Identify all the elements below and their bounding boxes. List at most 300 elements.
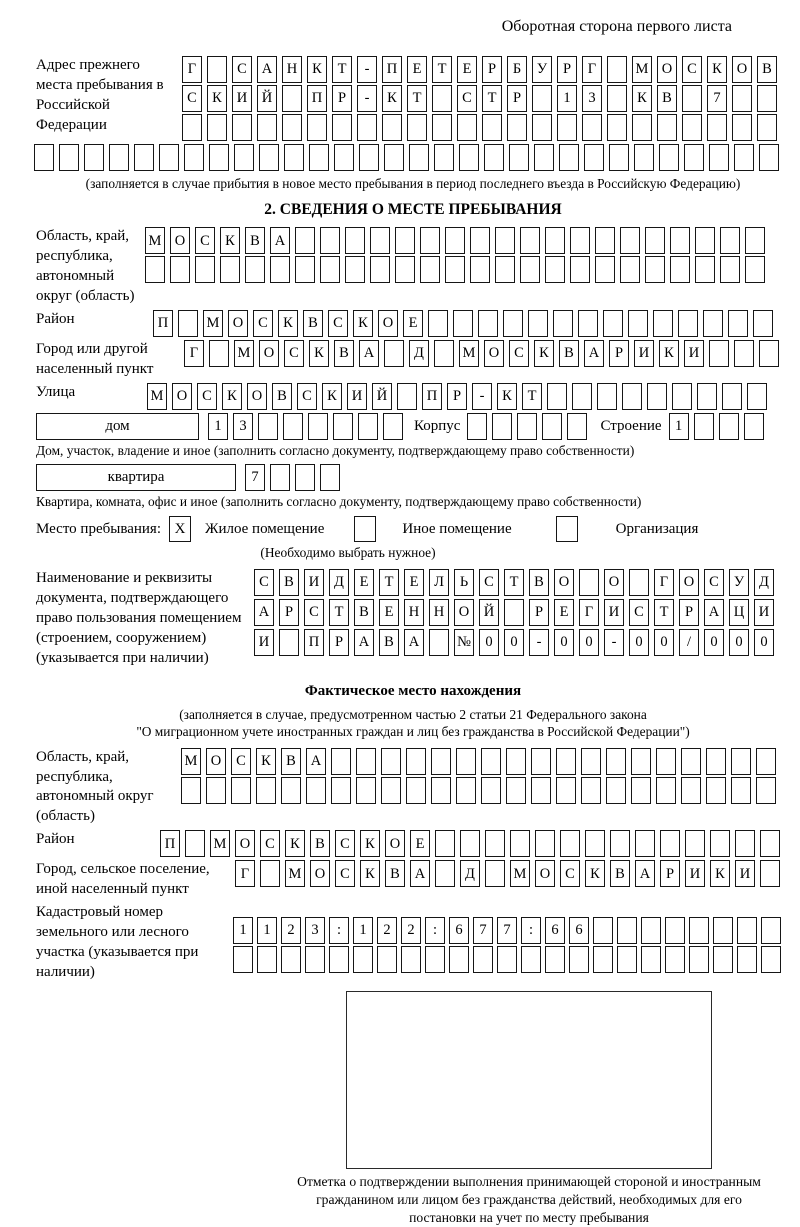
char-cell [220,256,240,283]
char-cell [535,830,555,857]
char-cell [381,777,401,804]
char-cell [635,830,655,857]
option-residential-label: Жилое помещение [205,520,325,537]
char-cell: Е [407,56,427,83]
char-cell [356,748,376,775]
char-cell [756,748,776,775]
char-cell [585,830,605,857]
char-cell: 7 [497,917,517,944]
char-cell [281,777,301,804]
char-cell: В [279,569,299,596]
char-cell: С [682,56,702,83]
char-cell: 6 [569,917,589,944]
char-cell [632,114,652,141]
apartment-note: Квартира, комната, офис и иное (заполнить согласно документу, подтверждающему право собственности) [36,494,642,510]
char-cell: В [272,383,292,410]
char-cell: К [307,56,327,83]
char-cell: 6 [545,917,565,944]
char-cell: Е [354,569,374,596]
char-cell: В [385,860,405,887]
char-cell [282,85,302,112]
char-cell: И [604,599,624,626]
char-cell: Д [329,569,349,596]
char-cell [497,946,517,973]
char-cell [207,114,227,141]
char-cell [481,748,501,775]
char-cell [434,144,454,171]
char-cell: Т [329,599,349,626]
char-cell [473,946,493,973]
char-cell [333,413,353,440]
char-cell [295,227,315,254]
char-cell: И [254,629,274,656]
char-cell [370,256,390,283]
char-cell: Т [379,569,399,596]
prev-address-grids [182,56,777,141]
char-cell: К [256,748,276,775]
district-block [36,310,790,337]
char-cell: С [197,383,217,410]
char-cell [429,629,449,656]
char-cell: М [510,860,530,887]
char-cell: Й [372,383,392,410]
char-cell [284,144,304,171]
char-cell [485,830,505,857]
char-cell [756,777,776,804]
char-cell [745,256,765,283]
char-cell [445,227,465,254]
document-row3 [254,629,774,656]
char-cell [357,114,377,141]
char-cell [665,946,685,973]
char-cell: С [479,569,499,596]
region-label: Область, край, республика, автономный округ (область) [36,228,135,305]
char-cell: А [359,340,379,367]
al-region-row1 [181,748,776,775]
char-cell [534,144,554,171]
char-cell [435,860,455,887]
char-cell: В [379,629,399,656]
char-cell [359,144,379,171]
char-cell [542,413,562,440]
char-cell: О [235,830,255,857]
al-region-row2 [181,777,776,804]
house-type-box: дом [36,413,199,440]
char-cell: 1 [233,917,253,944]
cadastre-label: Кадастровый номер земельного или лесного участка (указывается при наличии) [36,904,199,981]
prev-address-row1 [182,56,777,83]
char-cell: С [254,569,274,596]
char-cell [737,946,757,973]
char-cell [678,310,698,337]
char-cell [631,777,651,804]
char-cell: Р [507,85,527,112]
char-cell [731,777,751,804]
char-cell [665,917,685,944]
char-cell: К [710,860,730,887]
district-row [153,310,773,337]
char-cell: О [259,340,279,367]
char-cell [617,917,637,944]
char-cell [607,56,627,83]
char-cell [713,917,733,944]
char-cell: Р [660,860,680,887]
char-cell [656,777,676,804]
char-cell [760,860,780,887]
char-cell [647,383,667,410]
char-cell [356,777,376,804]
char-cell: Й [479,599,499,626]
char-cell [528,310,548,337]
char-cell [84,144,104,171]
street-label: Улица [36,384,76,401]
char-cell: М [285,860,305,887]
char-cell [695,256,715,283]
page-side-note: Оборотная сторона первого листа [501,18,732,35]
char-cell [409,144,429,171]
al-region-block [36,748,790,828]
char-cell: К [207,85,227,112]
char-cell: : [329,917,349,944]
char-cell [532,85,552,112]
char-cell [334,144,354,171]
char-cell [397,383,417,410]
char-cell [401,946,421,973]
char-cell [572,383,592,410]
region-row1 [145,227,765,254]
char-cell [584,144,604,171]
char-cell [719,413,739,440]
char-cell [270,256,290,283]
char-cell: Д [460,860,480,887]
prev-address-block [36,56,790,141]
char-cell [703,310,723,337]
char-cell [209,340,229,367]
cadastre-row2 [233,946,781,973]
prev-address-row2 [182,85,777,112]
char-cell [556,748,576,775]
char-cell: Р [329,629,349,656]
char-cell [557,114,577,141]
char-cell [231,777,251,804]
char-cell: О [206,748,226,775]
char-cell: О [657,56,677,83]
char-cell: К [360,830,380,857]
char-cell [545,946,565,973]
char-cell [631,748,651,775]
char-cell [478,310,498,337]
char-cell: А [270,227,290,254]
char-cell [579,569,599,596]
char-cell [759,340,779,367]
apartment-type-box: квартира [36,464,236,491]
char-cell: С [297,383,317,410]
char-cell [184,144,204,171]
char-cell [660,830,680,857]
char-cell: 0 [554,629,574,656]
char-cell [745,227,765,254]
char-cell: А [306,748,326,775]
char-cell: Д [409,340,429,367]
char-cell: С [335,830,355,857]
char-cell [495,227,515,254]
char-cell [185,830,205,857]
char-cell: А [257,56,277,83]
char-cell [645,227,665,254]
char-cell: А [404,629,424,656]
char-cell [697,383,717,410]
korpus-label: Корпус [414,418,461,435]
char-cell: К [585,860,605,887]
char-cell [761,946,781,973]
char-cell [707,114,727,141]
char-cell: Г [235,860,255,887]
char-cell [383,413,403,440]
char-cell [617,946,637,973]
char-cell [459,144,479,171]
actual-location-note2: "О миграционном учете иностранных граждан и лиц без гражданства в Российской Федерации") [136,724,690,740]
char-cell [467,413,487,440]
char-cell: 6 [449,917,469,944]
char-cell [556,777,576,804]
char-cell: А [584,340,604,367]
char-cell [606,777,626,804]
char-cell [381,748,401,775]
char-cell: А [254,599,274,626]
char-cell [260,860,280,887]
char-cell [734,144,754,171]
al-city-label: Город, сельское поселение, иной населенный пункт [36,861,210,898]
char-cell [737,917,757,944]
char-cell: Е [404,569,424,596]
char-cell: О [378,310,398,337]
char-cell: А [410,860,430,887]
region-block [36,227,790,307]
char-cell: И [232,85,252,112]
char-cell: И [735,860,755,887]
stamp-box [346,991,712,1169]
char-cell [282,114,302,141]
char-cell [685,830,705,857]
char-cell [377,946,397,973]
char-cell: С [260,830,280,857]
char-cell [435,830,455,857]
char-cell: 0 [579,629,599,656]
char-cell [622,383,642,410]
char-cell [682,85,702,112]
char-cell: К [353,310,373,337]
char-cell [670,256,690,283]
char-cell [170,256,190,283]
char-cell [449,946,469,973]
char-cell: Ц [729,599,749,626]
char-cell [258,413,278,440]
char-cell [672,383,692,410]
char-cell [453,310,473,337]
char-cell [709,144,729,171]
char-cell [653,310,673,337]
char-cell [331,777,351,804]
char-cell: К [222,383,242,410]
char-cell [567,413,587,440]
char-cell: 2 [281,917,301,944]
char-cell [428,310,448,337]
checkbox-organization [556,516,578,542]
char-cell: М [203,310,223,337]
char-cell: А [354,629,374,656]
char-cell [406,777,426,804]
char-cell [753,310,773,337]
char-cell [484,144,504,171]
checkbox-other-premises [354,516,376,542]
char-cell: В [354,599,374,626]
char-cell: Г [182,56,202,83]
char-cell [370,227,390,254]
char-cell [320,464,340,491]
char-cell: И [754,599,774,626]
region-row2 [145,256,765,283]
char-cell [681,748,701,775]
char-cell [309,144,329,171]
char-cell: О [172,383,192,410]
checkbox-residential: X [169,516,191,542]
house-cells [208,413,403,440]
char-cell: Е [554,599,574,626]
choose-note: (Необходимо выбрать нужное) [260,545,436,561]
char-cell [279,629,299,656]
char-cell: 0 [654,629,674,656]
char-cell [634,144,654,171]
char-cell: И [684,340,704,367]
char-cell [532,114,552,141]
char-cell [609,144,629,171]
char-cell [581,777,601,804]
char-cell: - [357,85,377,112]
document-block [36,569,790,669]
char-cell [281,946,301,973]
char-cell: Е [403,310,423,337]
char-cell: 7 [707,85,727,112]
prev-address-note: (заполняется в случае прибытия в новое место пребывания в период последнего въезда в Российскую Федерацию) [85,176,741,191]
char-cell [559,144,579,171]
char-cell [735,830,755,857]
char-cell [353,946,373,973]
al-region-label: Область, край, республика, автономный округ (область) [36,748,154,825]
char-cell [329,946,349,973]
char-cell: И [685,860,705,887]
char-cell [606,748,626,775]
char-cell [507,114,527,141]
char-cell [308,413,328,440]
char-cell [670,227,690,254]
char-cell: Р [279,599,299,626]
char-cell: А [635,860,655,887]
char-cell [560,830,580,857]
char-cell [720,227,740,254]
char-cell [520,227,540,254]
char-cell: Р [557,56,577,83]
char-cell [521,946,541,973]
char-cell: В [757,56,777,83]
char-cell: Й [257,85,277,112]
char-cell: 0 [754,629,774,656]
char-cell: В [310,830,330,857]
char-cell [732,85,752,112]
char-cell [503,310,523,337]
char-cell [332,114,352,141]
char-cell: Е [457,56,477,83]
district-label: Район [36,311,75,328]
char-cell [684,144,704,171]
char-cell [431,777,451,804]
char-cell [509,144,529,171]
stay-type-row [36,516,790,542]
char-cell: 2 [377,917,397,944]
char-cell: П [307,85,327,112]
char-cell [747,383,767,410]
char-cell: Р [679,599,699,626]
char-cell [620,256,640,283]
house-note: Дом, участок, владение и иное (заполнить согласно документу, подтверждающему право собственности) [36,443,635,459]
char-cell [209,144,229,171]
char-cell [578,310,598,337]
document-row2 [254,599,774,626]
char-cell: В [610,860,630,887]
char-cell [382,114,402,141]
char-cell [570,256,590,283]
char-cell: К [497,383,517,410]
char-cell [206,777,226,804]
char-cell: Г [582,56,602,83]
char-cell [722,383,742,410]
char-cell [645,256,665,283]
char-cell: - [604,629,624,656]
char-cell [456,777,476,804]
prev-address-label: Адрес прежнего места пребывания в Российской Федерации [36,57,164,133]
char-cell: С [509,340,529,367]
char-cell [570,227,590,254]
char-cell: В [281,748,301,775]
char-cell [406,748,426,775]
char-cell: : [521,917,541,944]
char-cell [256,777,276,804]
char-cell [593,946,613,973]
char-cell: С [328,310,348,337]
char-cell [713,946,733,973]
char-cell [504,599,524,626]
char-cell [506,748,526,775]
document-row1 [254,569,774,596]
char-cell [307,114,327,141]
apartment-cells [245,464,340,491]
char-cell: У [532,56,552,83]
char-cell: О [554,569,574,596]
char-cell [734,340,754,367]
char-cell: М [234,340,254,367]
char-cell: С [231,748,251,775]
char-cell [728,310,748,337]
char-cell: 7 [245,464,265,491]
char-cell: 0 [629,629,649,656]
char-cell: 0 [729,629,749,656]
char-cell [531,748,551,775]
char-cell [470,256,490,283]
char-cell: С [232,56,252,83]
char-cell: Р [482,56,502,83]
char-cell [689,946,709,973]
char-cell [657,114,677,141]
char-cell [694,413,714,440]
